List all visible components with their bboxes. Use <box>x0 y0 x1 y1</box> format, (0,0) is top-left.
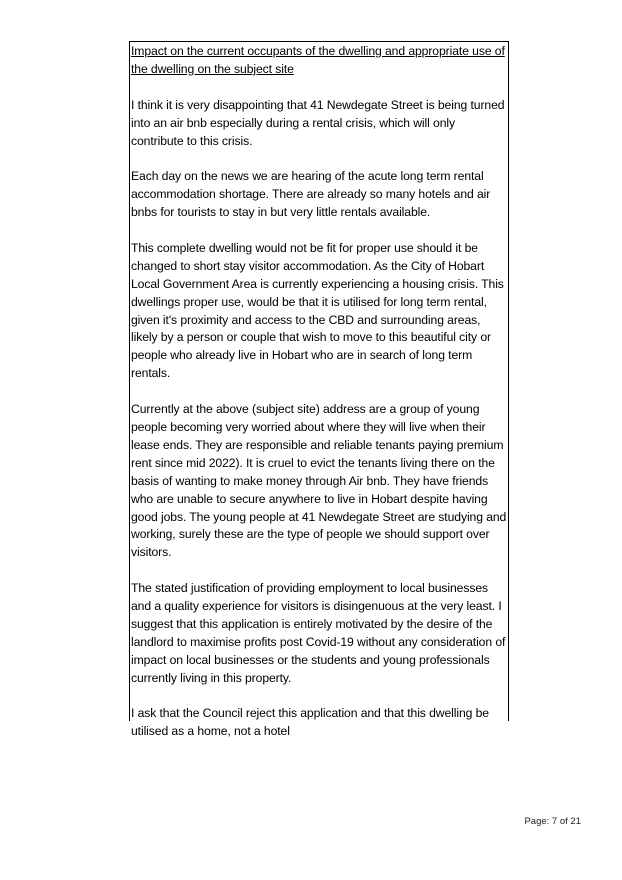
paragraph-4: Currently at the above (subject site) address are a group of young people becoming very worried about where they will live when their lease ends. They are responsible and reliable tenants paying premium rent since mid 2022). It is cruel to evict the tenants living there on the basis of wanting to make money through Air bnb. They have friends who are unable to secure anywhere to live in Hobart despite having good jobs. The young people at 41 Newdegate Street are studying and working, surely these are the type of people we should support over visitors. <box>131 402 507 560</box>
paragraph-1: I think it is very disappointing that 41 Newdegate Street is being turned into an air bnb especially during a rental crisis, which will only contribute to this crisis. <box>131 97 505 148</box>
paragraph-6: I ask that the Council reject this application and that this dwelling be utilised as a home, not a hotel <box>131 706 489 739</box>
paragraph-2: Each day on the news we are hearing of the acute long term rental accommodation shortage. There are already so many hotels and air bnbs for tourists to stay in but very little rentals available. <box>131 169 491 220</box>
paragraph-5: The stated justification of providing employment to local businesses and a quality experience for visitors is disingenuous at the very least. I suggest that this application is entirely motivated by the desire of the landlord to maximise profits post Covid-19 without any consideration of impact on local businesses or the students and young professionals currently living in this property. <box>131 581 506 685</box>
page-number: Page: 7 of 21 <box>524 816 581 827</box>
section-heading: Impact on the current occupants of the dwelling and appropriate use of the dwelling on the subject site <box>131 44 505 76</box>
document-body <box>131 43 509 759</box>
paragraph-3: This complete dwelling would not be fit for proper use should it be changed to short stay visitor accommodation. As the City of Hobart Local Government Area is currently experiencing a housing crisis. This dwellings proper use, would be that it is utilised for long term rental, given it's proximity and access to the CBD and surrounding areas, likely by a person or couple that wish to move to this beautiful city or people who already live in Hobart who are in search of long term rentals. <box>131 240 504 381</box>
